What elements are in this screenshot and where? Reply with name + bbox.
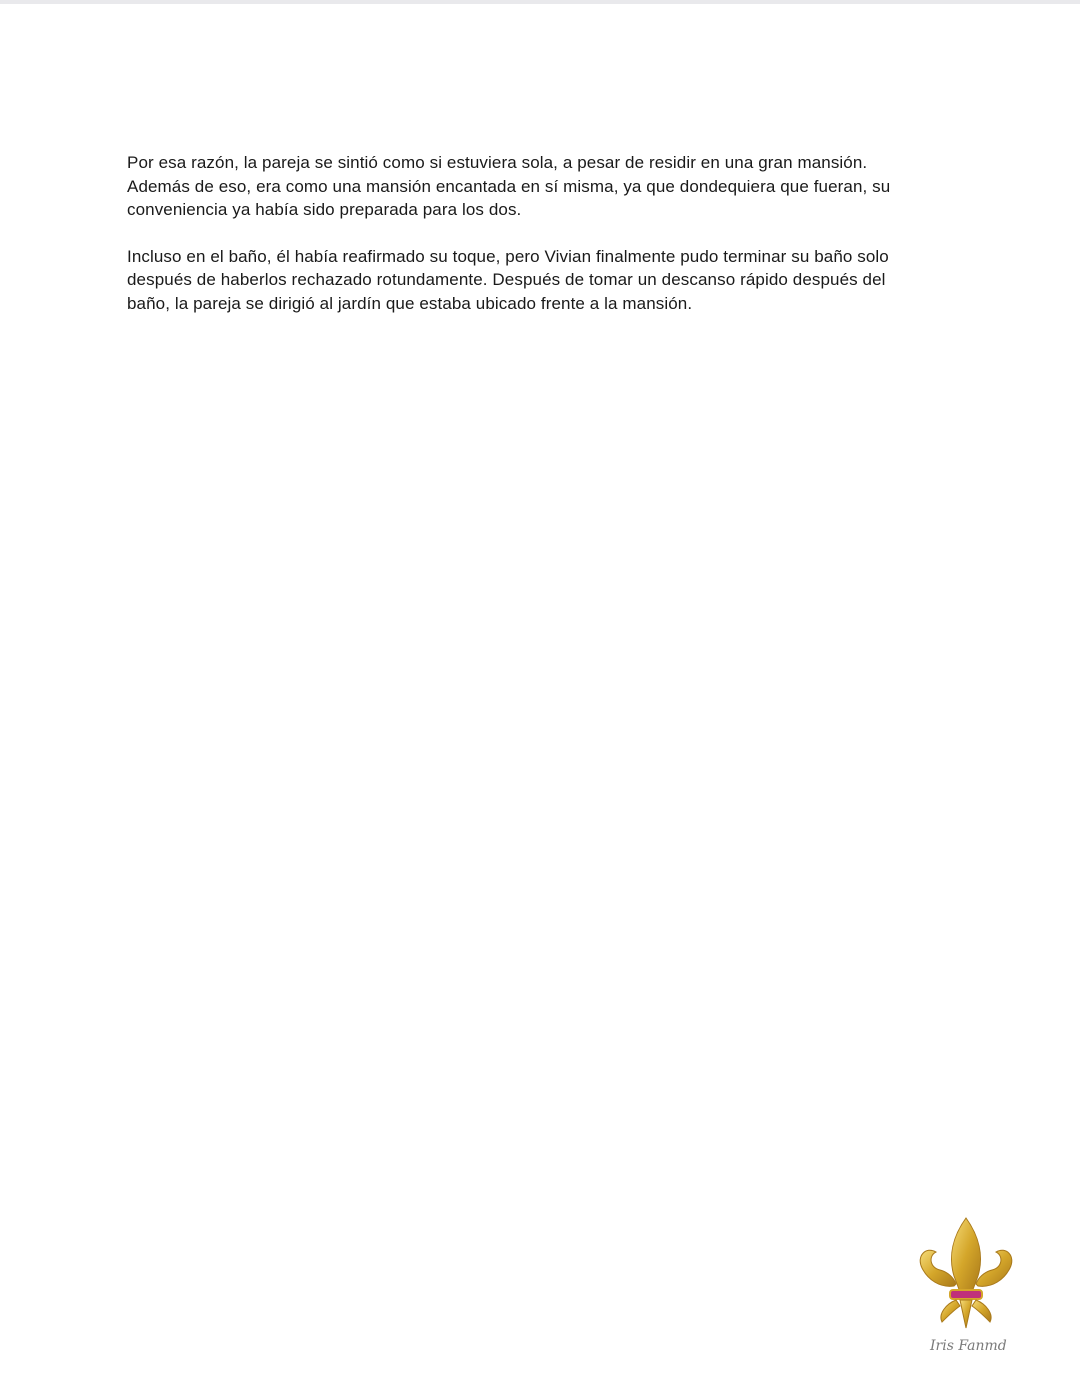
signature-watermark bbox=[928, 1333, 1018, 1357]
fleur-de-lis-icon bbox=[908, 1214, 1024, 1332]
paragraph: Por esa razón, la pareja se sintió como si estuviera sola, a pesar de residir en una gran mansión. Además de eso, era como una mansión encantada en sí misma, ya que dondequiera que fueran, su conveniencia ya había sido preparada para los dos. bbox=[127, 153, 891, 219]
signature-text: Iris Fanmd bbox=[930, 1338, 1007, 1354]
top-divider bbox=[0, 0, 1080, 4]
paragraph: Incluso en el baño, él había reafirmado su toque, pero Vivian finalmente pudo terminar su baño solo después de haberlos rechazado rotundamente. Después de tomar un descanso rápido después del baño, la pareja se dirigió al jardín que estaba ubicado frente a la mansión. bbox=[127, 246, 889, 313]
document-body bbox=[127, 151, 927, 338]
